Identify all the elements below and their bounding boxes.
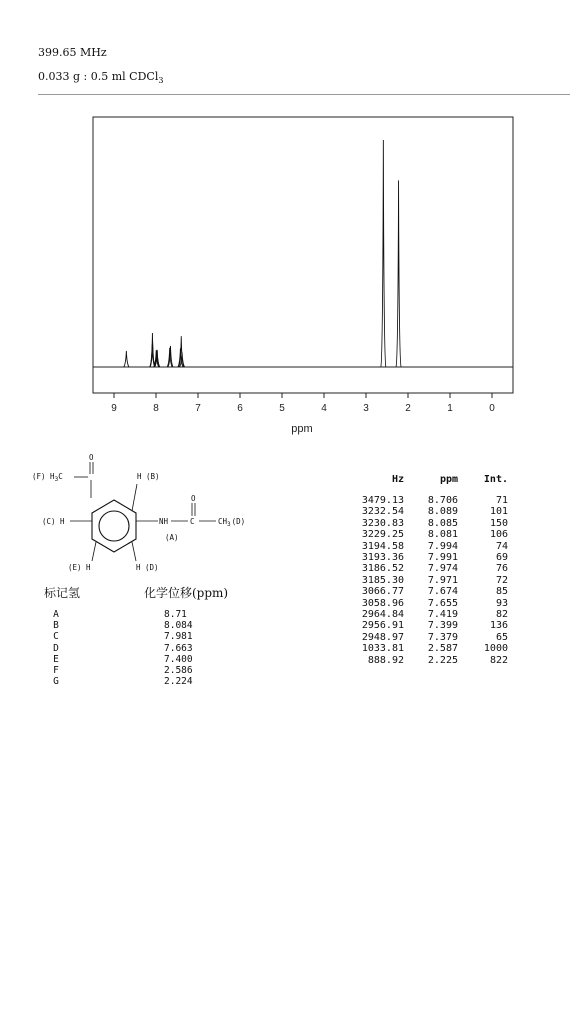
nh-label: NH — [159, 517, 169, 526]
x-axis-ticks — [111, 393, 495, 414]
peak-table-row — [330, 541, 520, 552]
peak-table-row — [330, 643, 520, 654]
peak-int: 1000 — [483, 643, 508, 655]
peak-table-row — [330, 563, 520, 574]
peak-hz: 2956.91 — [361, 620, 404, 632]
assignment-shift: 2.586 — [164, 665, 193, 677]
peak-hz: 2948.97 — [361, 631, 404, 643]
peak-table-row — [330, 586, 520, 597]
peak-hz: 3058.96 — [361, 597, 404, 609]
assignment-label: C — [53, 631, 59, 643]
peak-header-ppm: ppm — [439, 474, 458, 485]
peak-hz: 3194.58 — [361, 540, 404, 552]
assignment-table — [44, 584, 228, 687]
peak-ppm: 7.971 — [427, 574, 458, 586]
assignment-shift: 7.400 — [164, 653, 193, 665]
peak-hz: 3229.25 — [361, 529, 404, 541]
peak-hz: 3230.83 — [361, 517, 404, 529]
assignment-header-shift: 化学位移(ppm) — [144, 586, 229, 600]
peak-hz: 3066.77 — [361, 586, 404, 598]
x-tick-label: 2 — [405, 403, 411, 414]
x-tick-label: 0 — [489, 403, 495, 414]
nh-a-label: (A) — [165, 533, 179, 542]
h-d-label: H (D) — [136, 563, 159, 572]
molecule-structure — [30, 448, 290, 576]
peak-int: 76 — [495, 563, 508, 575]
assignment-shift: 7.981 — [164, 631, 193, 643]
peak-ppm: 7.419 — [427, 609, 458, 621]
peak-table-row — [330, 632, 520, 643]
methyl-f-carbon: C — [58, 472, 63, 481]
x-tick-label: 6 — [237, 403, 243, 414]
peak-int: 101 — [489, 506, 508, 518]
peak-ppm: 7.974 — [427, 563, 458, 575]
peak-ppm: 7.399 — [427, 620, 458, 632]
sample-text: 0.033 g : 0.5 ml CDCl — [38, 70, 159, 83]
assignment-header — [44, 584, 228, 601]
h-c-label: (C) H — [42, 517, 65, 526]
methyl-f-label — [32, 472, 63, 483]
assignment-header-label: 标记氢 — [44, 586, 81, 600]
peak-table-row — [330, 495, 520, 506]
spectrum-peak — [124, 351, 129, 367]
assignment-row — [44, 631, 228, 642]
methyl-f-text: (F) H — [32, 472, 55, 481]
assignment-label: D — [53, 642, 59, 654]
peak-hz: 3232.54 — [361, 506, 404, 518]
methyl-d-text: CH — [218, 517, 228, 526]
peak-ppm: 2.587 — [427, 643, 458, 655]
amide-carbon: C — [190, 517, 195, 526]
peak-int: 71 — [495, 495, 508, 506]
amide-oxygen: O — [191, 494, 196, 503]
peak-ppm: 8.089 — [427, 506, 458, 518]
peak-table-row — [330, 575, 520, 586]
assignment-row — [44, 643, 228, 654]
methyl-d-label — [218, 517, 245, 528]
peak-ppm: 7.991 — [427, 552, 458, 564]
peak-table-header — [330, 474, 520, 485]
peak-table — [330, 474, 520, 666]
h-b-label: H (B) — [137, 472, 160, 481]
assignment-row — [44, 665, 228, 676]
assignment-rows — [44, 609, 228, 687]
ring-h-e-bond — [92, 542, 96, 561]
peak-table-row — [330, 609, 520, 620]
peak-table-row — [330, 506, 520, 517]
x-tick-label: 9 — [111, 403, 117, 414]
peak-int: 136 — [489, 620, 508, 632]
assignment-shift: 8.71 — [164, 609, 187, 620]
peak-table-row — [330, 518, 520, 529]
carbonyl-oxygen-top: O — [89, 453, 94, 462]
peak-int: 93 — [495, 597, 508, 609]
assignment-label: B — [53, 620, 59, 632]
aromatic-circle — [99, 511, 129, 541]
peak-table-rows — [330, 495, 520, 666]
peak-hz: 3193.36 — [361, 552, 404, 564]
peak-ppm: 8.081 — [427, 529, 458, 541]
h-e-label: (E) H — [68, 563, 91, 572]
peak-table-row — [330, 655, 520, 666]
x-tick-label: 1 — [447, 403, 453, 414]
peak-int: 150 — [489, 517, 508, 529]
peak-int: 74 — [495, 540, 508, 552]
peak-table-row — [330, 620, 520, 631]
x-tick-label: 3 — [363, 403, 369, 414]
x-tick-label: 4 — [321, 403, 327, 414]
peak-table-row — [330, 552, 520, 563]
peak-int: 72 — [495, 574, 508, 586]
ring-h-d-bond — [132, 542, 136, 561]
assignment-row — [44, 676, 228, 687]
x-tick-label: 7 — [195, 403, 201, 414]
assignment-shift: 7.663 — [164, 642, 193, 654]
peak-int: 82 — [495, 609, 508, 621]
peak-hz: 3185.30 — [361, 574, 404, 586]
methyl-f-subscript: 3 — [54, 476, 59, 483]
peak-hz: 1033.81 — [361, 643, 404, 655]
peaks-group — [124, 140, 401, 367]
methyl-d-tag: (D) — [231, 517, 246, 526]
spectrum-peak — [381, 140, 386, 367]
assignment-label: G — [53, 676, 59, 688]
peak-ppm: 2.225 — [427, 654, 458, 666]
peak-int: 85 — [495, 586, 508, 598]
peak-int: 65 — [495, 631, 508, 643]
peak-ppm: 8.085 — [427, 517, 458, 529]
x-tick-label: 5 — [279, 403, 285, 414]
assignment-shift: 2.224 — [164, 676, 193, 688]
peak-int: 106 — [489, 529, 508, 541]
nmr-spectrum-chart — [0, 0, 570, 440]
peak-header-hz: Hz — [391, 474, 404, 485]
peak-int: 69 — [495, 552, 508, 564]
ring-h-b-bond — [132, 484, 137, 511]
x-axis-label: ppm — [291, 423, 313, 435]
peak-table-row — [330, 598, 520, 609]
assignment-row — [44, 620, 228, 631]
assignment-row — [44, 609, 228, 620]
assignment-shift: 8.084 — [164, 620, 193, 632]
peak-hz: 2964.84 — [361, 609, 404, 621]
assignment-label: F — [53, 665, 59, 677]
assignment-label: E — [53, 653, 59, 665]
peak-hz: 888.92 — [367, 654, 404, 666]
peak-header-int: Int. — [483, 474, 508, 485]
x-tick-label: 8 — [153, 403, 159, 414]
peak-ppm: 7.674 — [427, 586, 458, 598]
methyl-d-subscript: 3 — [227, 521, 231, 528]
assignment-row — [44, 654, 228, 665]
spectrometer-frequency: 399.65 MHz — [38, 46, 107, 59]
peak-ppm: 7.655 — [427, 597, 458, 609]
peak-int: 822 — [489, 654, 508, 666]
sample-subscript: 3 — [158, 76, 164, 86]
peak-ppm: 8.706 — [427, 495, 458, 506]
peak-hz: 3479.13 — [361, 495, 404, 506]
spectrum-peak — [396, 180, 401, 367]
peak-hz: 3186.52 — [361, 563, 404, 575]
assignment-label: A — [53, 609, 59, 620]
peak-ppm: 7.994 — [427, 540, 458, 552]
peak-table-row — [330, 529, 520, 540]
peak-ppm: 7.379 — [427, 631, 458, 643]
